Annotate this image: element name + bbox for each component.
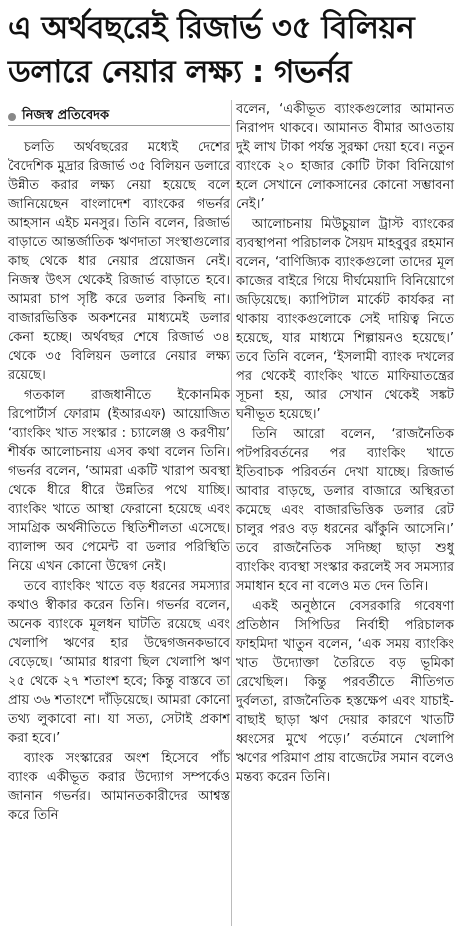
- byline-text: নিজস্ব প্রতিবেদক: [22, 108, 110, 123]
- byline: [8, 106, 230, 127]
- left-column: [8, 138, 230, 826]
- paragraph: তিনি আরো বলেন, ‘রাজনৈতিক পটপরিবর্তনের পর ব্যাংকিং খাতে ইতিবাচক পরিবর্তন দেখা যাচ্ছে। রিজার্ভ আবার বাড়ছে, ডলার বাজারে অস্থিরতা কমেছে এবং বাজারভিত্তিক ডলার রেট চালুর পরও বড় ধরনের ঝাঁকুনি আসেনি।’ তবে রাজনৈতিক সদিচ্ছা ছাড়া শুধু ব্যাংকিং ব্যবস্থা সংস্কার করলেই সব সমস্যার সমাধান হবে না বলেও মত দেন তিনি।: [236, 427, 454, 594]
- paragraph: একই অনুষ্ঠানে বেসরকারি গবেষণা প্রতিষ্ঠান সিপিডির নির্বাহী পরিচালক ফাহমিদা খাতুন বলেন, ‘এক সময় ব্যাংকিং খাত উদ্যোক্তা তৈরিতে বড় ভূমিকা রেখেছিল। কিন্তু পরবর্তীতে নীতিগত দুর্বলতা, রাজনৈতিক হস্তক্ষেপ এবং যাচাই-বাছাই ছাড়া ঋণ দেয়ার কারণে খাতটি ধ্বংসের মুখে পড়ে।’ বর্তমানে খেলাপি ঋণের পরিমাণ প্রায় বাজেটের সমান বলেও মন্তব্য করেন তিনি।: [236, 599, 454, 785]
- headline: [8, 6, 456, 94]
- byline-rule: [8, 125, 230, 126]
- paragraph: বলেন, ‘একীভূত ব্যাংকগুলোর আমানত নিরাপদ থাকবে। আমানত বীমার আওতায় দুই লাখ টাকা পর্যন্ত সুরক্ষা দেয়া হবে। নতুন ব্যাংকে ২০ হাজার কোটি টাকা বিনিয়োগ হলে সেখানে লোকসানের কোনো সম্ভাবনা নেই।’: [236, 102, 454, 212]
- bullet-dot-icon: [8, 113, 16, 121]
- paragraph: ব্যাংক সংস্কারের অংশ হিসেবে পাঁচ ব্যাংক একীভূত করার উদ্যোগ সম্পর্কেও জানান গভর্নর। আমানতকারীদের আশ্বস্ত করে তিনি: [8, 751, 230, 823]
- paragraph: গতকাল রাজধানীতে ইকোনমিক রিপোর্টার্স ফোরাম (ইআরএফ) আয়োজিত ‘ব্যাংকিং খাত সংস্কার : চ্যালেঞ্জ ও করণীয়’ শীর্ষক আলোচনায় এসব কথা বলেন তিনি। গভর্নর বলেন, ‘আমরা একটি খারাপ অবস্থা থেকে ধীরে ধীরে উন্নতির পথে যাচ্ছি। ব্যাংকিং খাতে আস্থা ফেরানো হয়েছে এবং সামগ্রিক অর্থনীতিতে স্থিতিশীলতা এসেছে। ব্যালান্স অব পেমেন্ট বা ডলার পরিস্থিতি নিয়ে এখন কোনো উদ্বেগ নেই।: [8, 388, 230, 574]
- headline-line-2: ডলারে নেয়ার লক্ষ্য : গভর্নর: [8, 54, 352, 90]
- paragraph: তবে ব্যাংকিং খাতে বড় ধরনের সমস্যার কথাও স্বীকার করেন তিনি। গভর্নর বলেন, অনেক ব্যাংকে মূলধন ঘাটতি রয়েছে এবং খেলাপি ঋণের হার উদ্বেগজনকভাবে বেড়েছে। ‘আমার ধারণা ছিল খেলাপি ঋণ ২৫ থেকে ২৭ শতাংশ হবে; কিন্তু বাস্তবে তা প্রায় ৩৬ শতাংশে দাঁড়িয়েছে। আমরা কোনো তথ্য লুকাবো না। যা সত্য, সেটাই প্রকাশ করা হবে।’: [8, 579, 230, 746]
- right-column: [236, 100, 454, 788]
- paragraph: আলোচনায় মিউচুয়াল ট্রাস্ট ব্যাংকের ব্যবস্থাপনা পরিচালক সৈয়দ মাহবুবুর রহমান বলেন, ‘বাণিজ্যিক ব্যাংকগুলো তাদের মূল কাজের বাইরে গিয়ে দীর্ঘমেয়াদি বিনিয়োগে জড়িয়েছে। ক্যাপিটাল মার্কেট কার্যকর না থাকায় ব্যাংকগুলোকে সেই দায়িত্ব নিতে হয়েছে, যার মাধ্যমে শিল্পায়নও হয়েছে।’ তবে তিনি বলেন, ‘ইসলামী ব্যাংক দখলের পর থেকেই ব্যাংকিং খাতে মাফিয়াতন্ত্রের সূচনা হয়, আর সেখান থেকেই সঙ্কট ঘনীভূত হয়েছে।’: [236, 217, 454, 422]
- headline-line-1: এ অর্থবছরেই রিজার্ভ ৩৫ বিলিয়ন: [8, 10, 415, 46]
- paragraph: চলতি অর্থবছরের মধ্যেই দেশের বৈদেশিক মুদ্রার রিজার্ভ ৩৫ বিলিয়ন ডলারে উন্নীত করার লক্ষ্য নেয়া হয়েছে বলে জানিয়েছেন বাংলাদেশ ব্যাংকের গভর্নর আহসান এইচ মনসুর। তিনি বলেন, রিজার্ভ বাড়াতে আন্তর্জাতিক ঋণদাতা সংস্থাগুলোর কাছ থেকে ধার নেয়ার প্রয়োজন নেই। নিজস্ব উৎস থেকেই রিজার্ভ বাড়াতে হবে। আমরা চাপ সৃষ্টি করে ডলার কিনছি না। বাজারভিত্তিক অকশনের মাধ্যমেই ডলার কেনা হচ্ছে। অর্থবছর শেষে রিজার্ভ ৩৪ থেকে ৩৫ বিলিয়ন ডলারে নেয়ার লক্ষ্য রয়েছে।: [8, 140, 230, 383]
- column-divider: [231, 100, 232, 926]
